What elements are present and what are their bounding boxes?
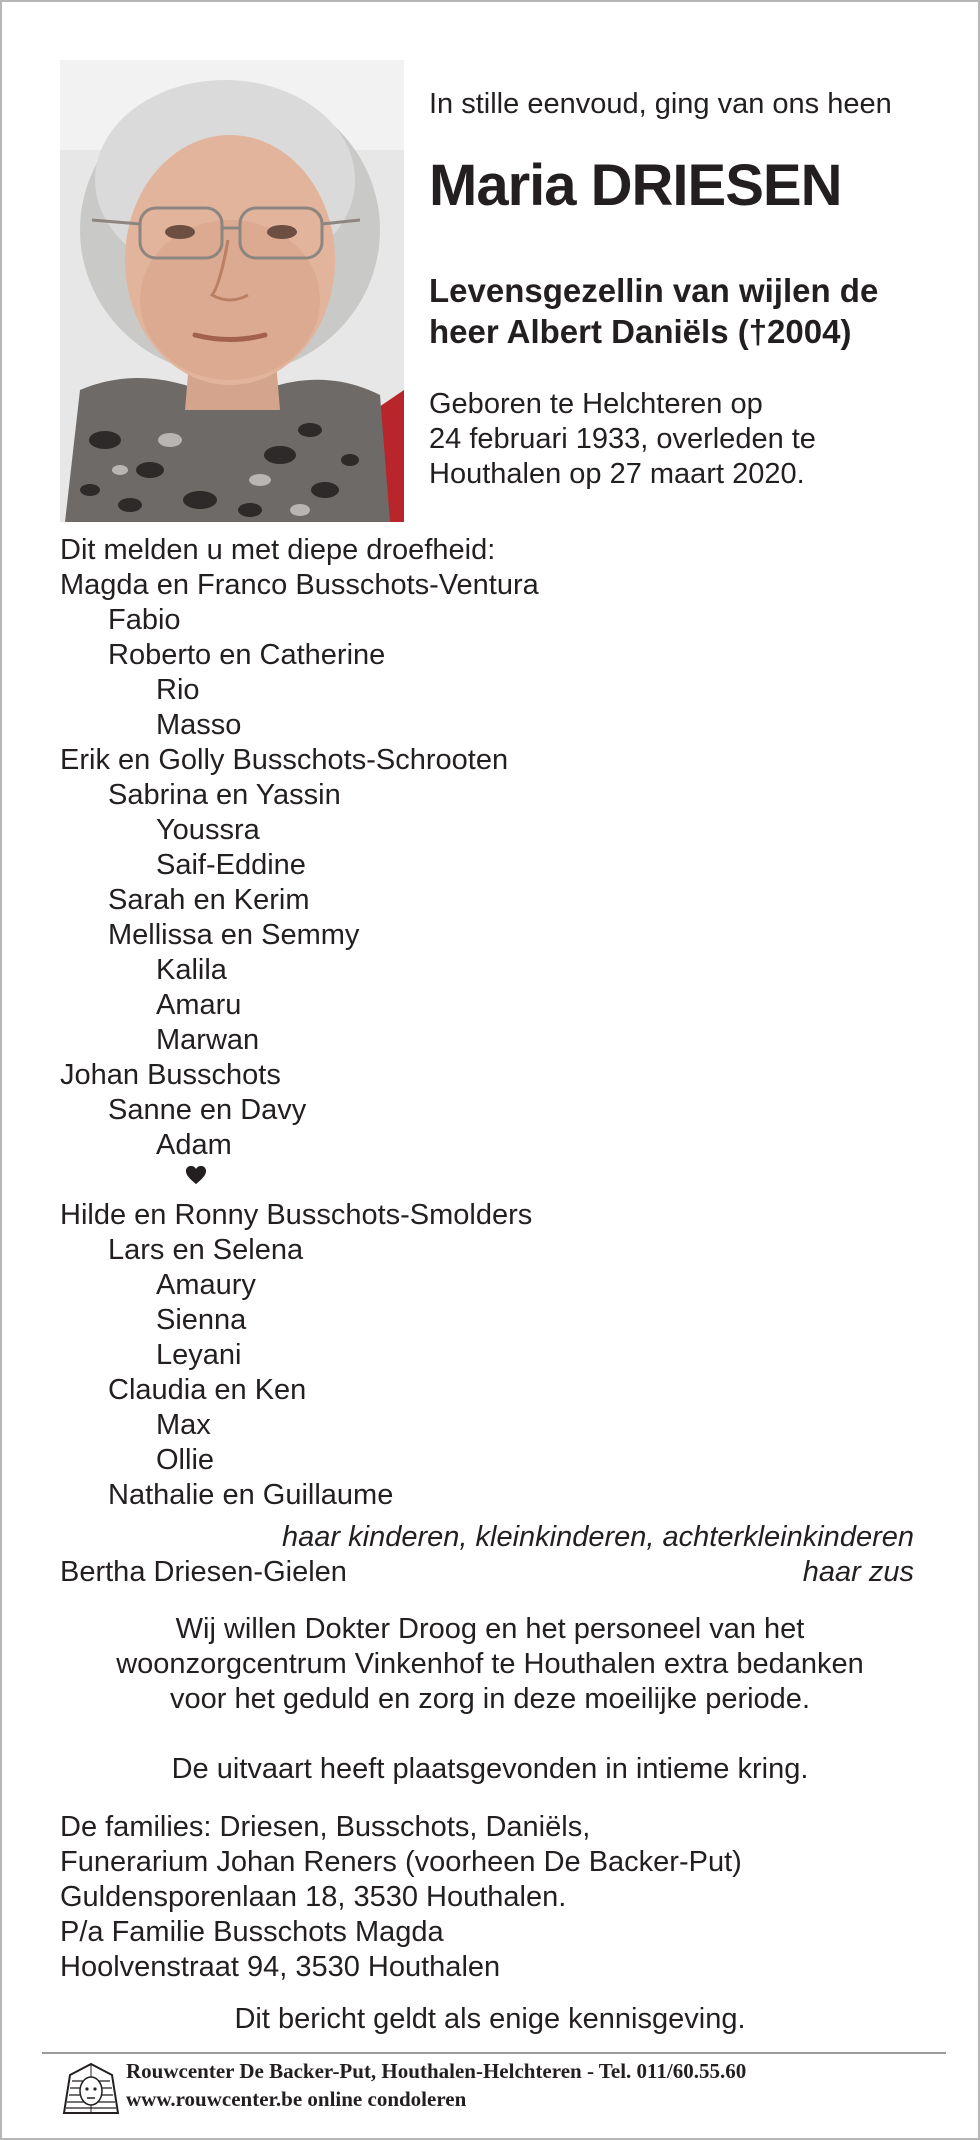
family-member: Nathalie en Guillaume [108,1479,394,1511]
family-member: Erik en Golly Busschots-Schrooten [60,744,509,776]
spouse-line: heer Albert Daniëls (†2004) [429,313,852,350]
family-member: Sanne en Davy [108,1094,307,1126]
born-line: 24 februari 1933, overleden te [429,423,816,455]
heart-icon [185,1163,207,1187]
family-member: Saif-Eddine [156,849,306,881]
family-member: Amaru [156,989,242,1021]
family-member: Johan Busschots [60,1059,281,1091]
birth-death-statement [429,387,816,492]
family-member: Max [156,1409,211,1441]
family-intro: Dit melden u met diepe droefheid: [60,534,496,566]
thanks-line: woonzorgcentrum Vinkenhof te Houthalen extra bedanken [116,1648,864,1680]
family-member: Sienna [156,1304,247,1336]
family-member: Magda en Franco Busschots-Ventura [60,569,539,601]
spouse-statement [429,270,878,352]
portrait-photo [60,60,404,522]
footer-website[interactable]: www.rouwcenter.be online condoleren [126,2087,467,2111]
deceased-name: Maria DRIESEN [429,153,842,218]
notice-text: Dit bericht geldt als enige kennisgeving. [234,2003,746,2035]
contact-line: Guldensporenlaan 18, 3530 Houthalen. [60,1881,567,1913]
family-member: Amaury [156,1269,256,1301]
family-member: Youssra [156,814,260,846]
born-line: Houthalen op 27 maart 2020. [429,458,805,490]
family-member: Fabio [108,604,181,636]
thanks-line: voor het geduld en zorg in deze moeilijke periode. [169,1683,810,1715]
family-member: Mellissa en Semmy [108,919,360,951]
family-member: Lars en Selena [108,1234,304,1266]
family-member: Claudia en Ken [108,1374,307,1406]
family-member: Marwan [156,1024,260,1056]
funeral-note: De uitvaart heeft plaatsgevonden in intieme kring. [171,1753,809,1785]
footer-company: Rouwcenter De Backer-Put, Houthalen-Helchteren - Tel. 011/60.55.60 [126,2059,747,2083]
contact-line: P/a Familie Busschots Magda [60,1916,444,1948]
family-member: Ollie [156,1444,215,1476]
family-member: Masso [156,709,242,741]
sister-name: Bertha Driesen-Gielen [60,1556,347,1588]
born-line: Geboren te Helchteren op [429,388,763,420]
family-member: Adam [156,1129,232,1161]
sister-relation: haar zus [802,1556,914,1588]
family-member: Rio [156,674,200,706]
footer-divider [42,2052,946,2054]
relation-summary: haar kinderen, kleinkinderen, achterkleinkinderen [282,1521,914,1553]
thanks-line: Wij willen Dokter Droog en het personeel van het [175,1613,805,1645]
family-member: Sabrina en Yassin [108,779,341,811]
family-member: Sarah en Kerim [108,884,310,916]
spouse-line: Levensgezellin van wijlen de [429,272,879,309]
family-member: Hilde en Ronny Busschots-Smolders [60,1199,533,1231]
contact-line: Hoolvenstraat 94, 3530 Houthalen [60,1951,501,1983]
portrait-illustration [60,60,404,522]
intro-text: In stille eenvoud, ging van ons heen [429,88,892,120]
family-member: Roberto en Catherine [108,639,386,671]
family-member: Kalila [156,954,227,986]
family-member: Leyani [156,1339,242,1371]
pharaoh-logo-icon [60,2061,122,2119]
contact-line: De families: Driesen, Busschots, Daniëls, [60,1811,591,1843]
contact-line: Funerarium Johan Reners (voorheen De Backer-Put) [60,1846,742,1878]
